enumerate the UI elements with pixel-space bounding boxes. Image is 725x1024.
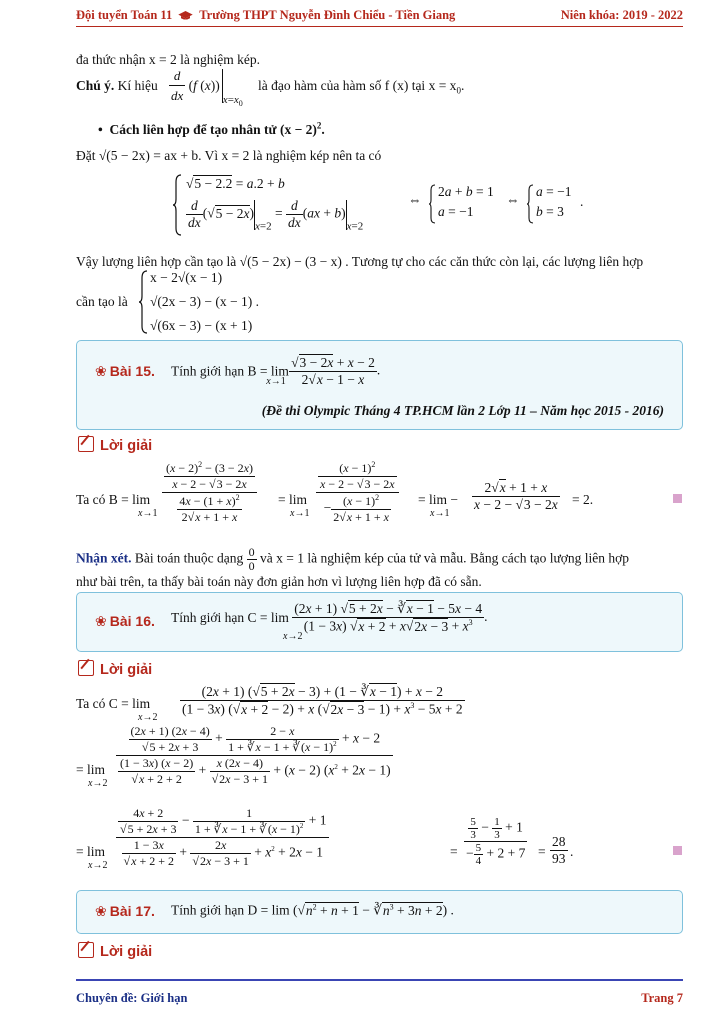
problem-source: (Đề thi Olympic Tháng 4 TP.HCM lần 2 Lớp 11 – Năm học 2015 - 2016) — [261, 403, 664, 418]
header-school: Trường THPT Nguyễn Đình Chiểu - Tiền Giang — [199, 8, 456, 22]
header-rule — [76, 26, 683, 27]
page-footer — [76, 991, 683, 1006]
edit-icon — [78, 942, 94, 958]
intro-line: đa thức nhận x = 2 là nghiệm kép. — [76, 52, 261, 67]
system-equations: √5 − 2.2 = a.2 + b $\frac{d}{dx}$ $(√5 - 2x)_{x=2}$ = $\frac{d}{dx}$ $(ax + b)_{x=2}$ ⇔ 2a + b = 1 a = −1 ⇔ a = −1 b = 3 . — [172, 172, 612, 238]
solution-16-step3: = lim x→2 $\frac{4x + 2}{√5 + 2x + 3}$ − $\frac{1}{1 + ∛x - 1 + ∛(x - 1)^2}$ + 1 $\frac{1 - 3x}{√x + 2 + 2}$ + $\frac{2x}{√2x - 3 + 1}$ + $x^2 + 2x - 1$ = $\frac{5}{3}$ − $\frac{1}{3}$ + 1 − $\frac{5}{4}$ + 2 + 7 = $\frac{28}{93}$ . — [76, 806, 574, 871]
puzzle-icon: ❀ — [95, 903, 107, 919]
problem-label: ❀ Bài 15. — [95, 363, 155, 379]
problem-box-15 — [76, 340, 683, 430]
footer-page-number: Trang 7 — [641, 991, 683, 1005]
header-left — [76, 8, 455, 23]
note-label: Chú ý. — [76, 78, 115, 93]
bullet-text: Cách liên hợp để tạo nhân tử (x − 2) — [109, 121, 317, 137]
set-line: Đặt √(5 − 2x) = ax + b. Vì x = 2 là nghiệm kép nên ta có — [76, 148, 382, 163]
conclude-b: cần tạo là — [76, 294, 128, 309]
problem-box-17 — [76, 890, 683, 934]
footer-topic: Chuyên đề: Giới hạn — [76, 991, 188, 1005]
puzzle-icon: ❀ — [95, 613, 107, 629]
solution-heading: Lời giải — [78, 436, 152, 454]
solution-16-step1: Ta có C = lim x→2 $\frac{(2x + 1) (√5 + 2x - 3) + (1 - ∛x - 1) + x - 2}{(1 - 3x) (√x + 2 - 2) + x (√2x - 3 - 1) + x^3 - 5x + 2}$ — [76, 684, 463, 723]
qed-mark — [673, 846, 682, 855]
conj-block: cần tạo là x − 2√(x − 1) √(2x − 3) − (x − 1) . √(6x − 3) − (x + 1) — [76, 270, 259, 333]
graduation-cap-icon — [178, 11, 193, 20]
solution-15: Ta có B = lim x→1 $\frac{\frac{(x - 2)^2 - (3 - 2x)}{x - 2 - √3 - 2x}}{\frac{4x - (1 + x)^2}{2√x + 1 + x}}$ = lim x→1 $\frac{(x - 1)^2}{x - 2 - √3 - 2x}$ − $\frac{(x - 1)^2}{2√x + 1 + x}$ = lim − x→1 $\frac{2√x + 1 + x}{x - 2 - √3 - 2x}$ = 2. — [76, 460, 594, 524]
remark-paragraph: Nhận xét. Bài toán thuộc dạng $\frac{0}{0}$ và x = 1 là nghiệm kép của tử và mẫu. Bằng cách tạo lượng liên hợp — [76, 545, 630, 573]
remark-text-b: và x = 1 là nghiệm kép của tử và mẫu. Bằng cách tạo lượng liên hợp — [260, 550, 630, 566]
derivative-notation: $\frac{d}{dx}$ (f $(x))_{x=x_0}$ — [171, 68, 243, 108]
header-team-title: Đội tuyển Toán 11 — [76, 8, 173, 22]
conj-item: √(2x − 3) − (x − 1) — [150, 294, 253, 309]
header-year: Niên khóa: 2019 - 2022 — [560, 8, 683, 22]
problem-box-16: ❀ Bài 16. Tính giới hạn C = lim $\frac{(2x + 1) √5 + 2x - ∛x - 1 - 5x - 4}{(1 - 3x) √x + 2 + x√2x - 3 + x^3}$ . x→2 — [76, 592, 683, 652]
solution-heading: Lời giải — [78, 660, 152, 678]
remark-line-2: như bài trên, ta thấy bài toán này đơn giản hơn vì lượng liên hợp đã có sẵn. — [76, 574, 482, 589]
problem-statement: Tính giới hạn $D = \lim (√n^2 + n + 1$ − $∛n^3 + 3n + 2$) . — [171, 902, 454, 918]
note-text-b: là đạo hàm của hàm số f (x) tại x = x — [258, 78, 457, 93]
edit-icon — [78, 436, 94, 452]
conclude-line: Vậy lượng liên hợp cần tạo là √(5 − 2x) − (3 − x) . Tương tự cho các căn thức còn lại, các lượng liên hợp — [76, 254, 644, 269]
note-text-a: Kí hiệu — [117, 78, 158, 93]
problem-statement: Tính giới hạn B = lim x→1 $\frac{√3 - 2x + x - 2}{2√x - 1 - x}$ . — [171, 355, 381, 387]
footer-rule — [76, 979, 683, 981]
bullet-item: • Cách liên hợp để tạo nhân tử $(x - 2)^2$. — [98, 120, 325, 137]
page-header — [76, 8, 683, 26]
remark-label: Nhận xét. — [76, 550, 132, 566]
solution-heading: Lời giải — [78, 942, 152, 960]
problem-label: ❀ Bài 16. — [95, 613, 155, 629]
note-paragraph: Chú ý. Kí hiệu $\frac{d}{dx}$ (f $(x))_{x=x_0}$ là đạo hàm của hàm số f (x) tại $x = x_0$. — [76, 66, 683, 110]
qed-mark — [673, 494, 682, 503]
edit-icon — [78, 660, 94, 676]
solution-16-step2: = lim x→2 $\frac{(2x + 1) (2x - 4)}{√5 + 2x + 3}$ + $\frac{2 - x}{1 + ∛x - 1 + ∛(x - 1)^2}$ + x − 2 $\frac{(1 - 3x) (x - 2)}{√x + 2 + 2}$ + $\frac{x (2x - 4)}{√2x - 3 + 1}$ + (x − 2) $(x^2 + 2x - 1)$ — [76, 724, 391, 789]
puzzle-icon: ❀ — [95, 363, 107, 379]
remark-text-a: Bài toán thuộc dạng — [134, 550, 244, 566]
conj-item: x − 2√(x − 1) — [150, 270, 223, 285]
conj-item: √(6x − 3) − (x + 1) — [150, 318, 253, 333]
problem-label: ❀ Bài 17. — [95, 903, 155, 919]
problem-statement: Tính giới hạn C = lim $\frac{(2x + 1) √5 + 2x - ∛x - 1 - 5x - 4}{(1 - 3x) √x + 2 + x√2x - 3 + x^3}$ . — [171, 601, 488, 634]
